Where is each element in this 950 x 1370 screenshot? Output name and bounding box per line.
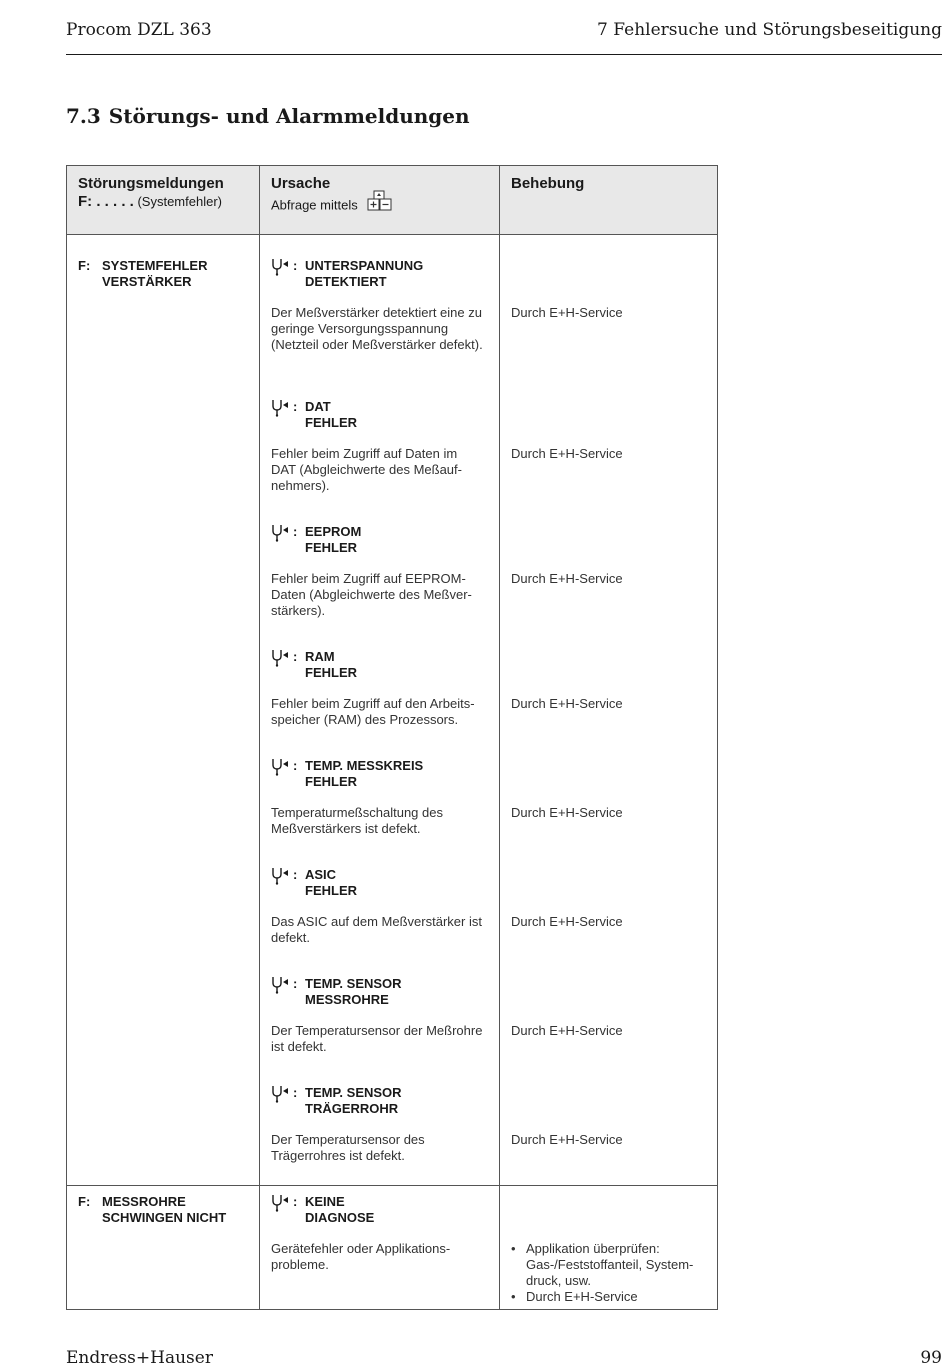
brand-name: Endress+Hauser [66,1348,213,1368]
cause-title-line: DIAGNOSE [305,1210,375,1225]
cause-description: Gerätefehler oder Applikations-probleme. [271,1241,451,1272]
section-number: 7.3 [66,104,101,128]
chapter-title: 7 Fehlersuche und Störungsbeseitigung [597,20,942,40]
cause-description: Temperaturmeßschaltung des Meßverstärkers ist defekt. [271,805,443,836]
col2-title: Ursache [271,175,331,192]
cause-title-line: KEINE [305,1194,345,1209]
fix-text: Durch E+H-Service [511,1023,623,1038]
row-divider [67,1185,717,1186]
plus-minus-keys-icon [366,190,394,216]
fix-list-item: • Durch E+H-Service [511,1289,706,1305]
error-table [66,165,718,1310]
error-message-line: SCHWINGEN NICHT [102,1210,227,1225]
diagnosis-icon [271,1194,293,1212]
cause-title-line: ASIC [305,867,337,882]
cause-description: Fehler beim Zugriff auf den Arbeits-speicher (RAM) des Prozessors. [271,696,475,727]
cause-description: Fehler beim Zugriff auf Daten im DAT (Abgleichwerte des Meßauf-nehmers). [271,446,462,493]
cause-description: Das ASIC auf dem Meßverstärker ist defekt. [271,914,482,945]
cause-title-line: TRÄGERROHR [305,1101,399,1116]
col1-prefix: F: . . . . . [78,193,134,210]
cause-title-line: TEMP. SENSOR [305,976,402,991]
cause-description: Fehler beim Zugriff auf EEPROM-Daten (Abgleichwerte des Meßver-stärkers). [271,571,472,618]
col2-sub: Abfrage mittels [271,197,358,213]
cause-title-line: TEMP. SENSOR [305,1085,402,1100]
fix-text: Durch E+H-Service [511,1132,623,1147]
cause-title-line: EEPROM [305,524,362,539]
cause-title-line: FEHLER [305,665,357,680]
diagnosis-icon [271,758,293,776]
cause-heading: : ASIC FEHLER [271,867,357,899]
error-code: F: [78,258,91,273]
cause-heading: : RAM FEHLER [271,649,357,681]
header-rule [66,54,942,55]
cause-heading: : TEMP. SENSOR MESSROHRE [271,976,402,1008]
diagnosis-icon [271,399,293,417]
fix-text: Durch E+H-Service [511,446,623,461]
cause-description: Der Temperatursensor des Trägerrohres ist defekt. [271,1132,425,1163]
section-heading [66,104,470,128]
cause-title-line: FEHLER [305,883,357,898]
cause-heading: : TEMP. MESSKREIS FEHLER [271,758,423,790]
diagnosis-icon [271,524,293,542]
cause-title-line: DETEKTIERT [305,274,387,289]
error-message-line: MESSROHRE [102,1194,186,1209]
cause-heading: : UNTERSPANNUNG DETEKTIERT [271,258,423,290]
column-divider [259,166,260,1309]
diagnosis-icon [271,649,293,667]
error-message-line: VERSTÄRKER [102,274,192,289]
document-title: Procom DZL 363 [66,20,212,40]
page-number: 99 [920,1348,942,1368]
column-divider [499,166,500,1309]
cause-heading: : KEINE DIAGNOSE [271,1194,374,1226]
header-cell-messages [78,175,253,211]
cause-title-line: DAT [305,399,331,414]
cause-title-line: MESSROHRE [305,992,389,1007]
diagnosis-icon [271,976,293,994]
error-message [78,1194,226,1226]
fix-text: Durch E+H-Service [511,305,623,320]
error-message [78,258,207,290]
cause-title-line: FEHLER [305,540,357,555]
diagnosis-icon [271,258,293,276]
col3-title: Behebung [511,175,585,192]
header-cell-cause [271,175,491,219]
cause-title-line: UNTERSPANNUNG [305,258,424,273]
section-title: Störungs- und Alarmmeldungen [108,104,470,128]
fix-text: Durch E+H-Service [511,914,623,929]
fix-list [511,1241,706,1305]
col1-sub: (Systemfehler) [137,194,222,209]
cause-description: Der Temperatursensor der Meßrohre ist defekt. [271,1023,483,1054]
diagnosis-icon [271,1085,293,1103]
cause-description: Der Meßverstärker detektiert eine zu geringe Versorgungsspannung (Netzteil oder Meßverstärker defekt). [271,305,483,352]
cause-heading: : EEPROM FEHLER [271,524,361,556]
cause-heading: : TEMP. SENSOR TRÄGERROHR [271,1085,402,1117]
fix-text: Durch E+H-Service [511,571,623,586]
error-code: F: [78,1194,91,1209]
fix-text: Durch E+H-Service [511,805,623,820]
diagnosis-icon [271,867,293,885]
fix-list-item: • Applikation überprüfen: Gas-/Feststoffanteil, System-druck, usw. [511,1241,706,1289]
cause-title-line: FEHLER [305,774,357,789]
col1-title: Störungsmeldungen [78,175,224,192]
fix-text: Durch E+H-Service [511,696,623,711]
header-cell-fix [511,175,584,193]
cause-heading: : DAT FEHLER [271,399,357,431]
error-message-line: SYSTEMFEHLER [102,258,208,273]
cause-title-line: TEMP. MESSKREIS [305,758,424,773]
cause-title-line: FEHLER [305,415,357,430]
cause-title-line: RAM [305,649,335,664]
